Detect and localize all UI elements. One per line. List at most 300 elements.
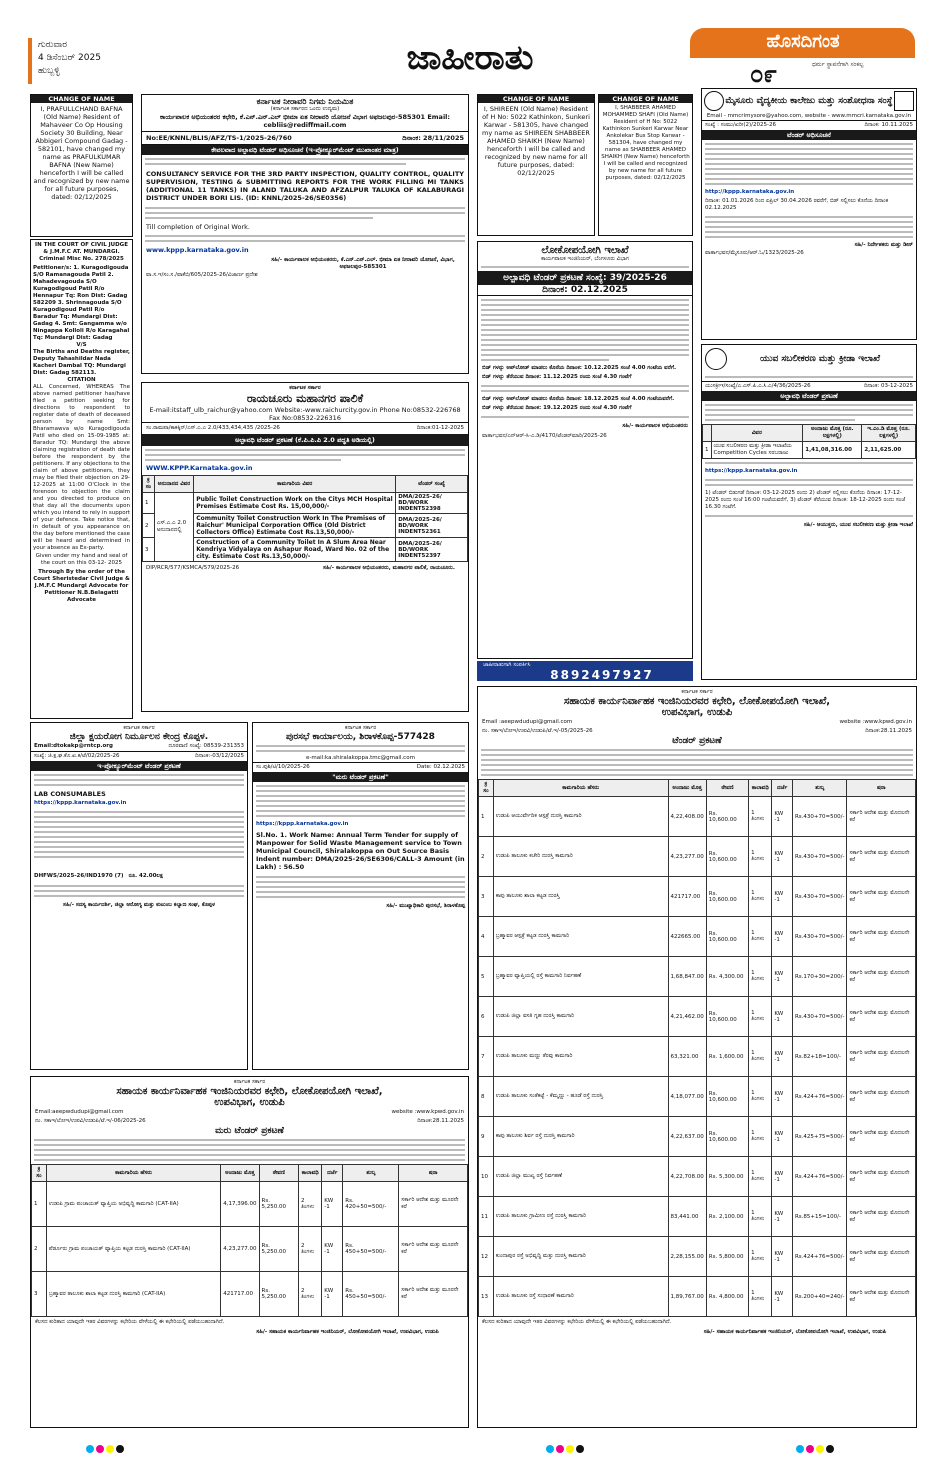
youth-date: ದಿನಾಂಕ: 03-12-2025	[863, 383, 913, 389]
cell-emd: Rs. 10,600.00	[706, 837, 748, 877]
cell-fee: Rs.82+18=100/-	[792, 1037, 846, 1077]
knnl-sign: ಸಹಿ/- ಕಾರ್ಯಪಾಲಕ ಅಭಿಯಂತರರು, ಕೆ.ಎನ್.ಎನ್.ಎಲ್. ಭೀಮಾ ಏತ ನೀರಾವರಿ ಯೋಜನೆ, ವಿಭಾಗ, ಅಫಜಲಪುರ-585301	[271, 257, 455, 270]
cell-cost: 2,28,155.00	[668, 1237, 706, 1277]
mysore-ref: ಸಂಖ್ಯೆ : ಸಂಮು/ಖರೀ(2)/2025-26	[705, 122, 776, 128]
cell-class: KW -1	[772, 837, 793, 877]
koppal-website[interactable]: https://kppp.karnataka.gov.in	[34, 800, 127, 806]
cell-fee: Rs.425+75=500/-	[792, 1117, 846, 1157]
cell-fee: Rs.424+76=500/-	[792, 1077, 846, 1117]
udupi-r-website: website :www.kpwd.gov.in	[839, 719, 912, 725]
raichur-website[interactable]: WWW.KPPP.Karnataka.gov.in	[146, 464, 253, 472]
masthead	[0, 0, 945, 92]
raichur-contact: E-mail:itstaff_ulb_raichur@yahoo.com Website:-www.raichurcity.gov.in Phone No:08532-226768 Fax No:08532-226316	[149, 406, 461, 422]
mysore-dip: ವಾರ್ತಾಭವನ/ಮೈಸೂರು/ಆರ್.ಓ/1323/2025-26	[705, 250, 804, 256]
knnl-dip: ವಾ.ಸ.ಇ/ಸಂ.ಸ./ವಾಕೆಬಿ/605/2025-26/ವಿಜಾರ್ಣ ಪ್ರದೇಶ	[146, 272, 258, 278]
cell-remark: ಸರ್ಕಾರಿ ಆದೇಶ ಮತ್ತು ಮೊದಲನೇ ಕರೆ	[847, 957, 916, 997]
cell-work: ಉಡುಪಿ ತಾಲೂಕು ಗ್ರಾಮೀಣ ರಸ್ತೆ ದುರಸ್ತಿ ಕಾಮಗಾರಿ	[493, 1197, 668, 1237]
cell-class: KW -1	[772, 1117, 793, 1157]
koppal-date: ದಿನಾಂಕ:-03/12/2025	[194, 753, 244, 759]
mysore-medical-tender-ad	[701, 88, 917, 340]
cell-class: KW -1	[322, 1272, 343, 1317]
cell-emd: Rs. 5,250.00	[259, 1182, 298, 1227]
table-row	[32, 1182, 468, 1227]
cell-time: 1 ತಿಂಗಳು	[749, 1237, 772, 1277]
udupi-r-gov: ಕರ್ನಾಟಕ ಸರ್ಕಾರ	[681, 689, 713, 695]
table-row	[703, 442, 916, 459]
cell-emd: Rs. 4,800.00	[706, 1277, 748, 1317]
koppal-gov: ಕರ್ನಾಟಕ ಸರ್ಕಾರ	[123, 725, 155, 731]
cell-sl: 13	[479, 1277, 494, 1317]
raichur-dip: DIP/RCR/577/KSMCA/579/2025-26	[146, 565, 240, 571]
shira-sign: ಸಹಿ/- ಮುಖ್ಯಾಧಿಕಾರಿ ಪುರಸಭೆ, ಶಿರಾಳಕೊಪ್ಪ	[386, 903, 465, 909]
table-row	[32, 1227, 468, 1272]
shira-org: ಪುರಸಭೆ ಕಾರ್ಯಾಲಯ, ಶಿರಾಳಕೊಪ್ಪ-577428	[286, 732, 435, 742]
cell-cost: 4,18,077.00	[668, 1077, 706, 1117]
cell-class: KW -1	[772, 1277, 793, 1317]
raichur-row-id: DMA/2025-26/ BD/WORK INDENT52361	[396, 514, 468, 538]
udupi-r-sign: ಸಹಿ/- ಸಹಾಯಕ ಕಾರ್ಯನಿರ್ವಾಹಕ ಇಂಜಿನಿಯರ್, ಲೋಕೋಪಯೋಗಿ ಇಲಾಖೆ, ಉಪವಿಭಾಗ, ಉಡುಪಿ	[703, 1329, 887, 1335]
cell-work: ಕುಂದಾಪುರ ರಸ್ತೆ ಅಭಿವೃದ್ಧಿ ಮತ್ತು ದುರಸ್ತಿ ಕಾಮಗಾರಿ	[493, 1237, 668, 1277]
udupi-l-col-time: ಕಾಲಾವಧಿ	[299, 1165, 322, 1182]
cell-remark: ಸರ್ಕಾರಿ ಆದೇಶ ಮತ್ತು ಮೊದಲನೇ ಕರೆ	[847, 1197, 916, 1237]
print-registration-marks	[795, 1438, 835, 1457]
cell-cost: 4,22,408.00	[668, 797, 706, 837]
raichur-title: ಅಲ್ಪಾವಧಿ ಟೆಂಡರ್ ಪ್ರಕಟಣೆ (ಕೆ.ಪಿ.ಪಿ.ಪಿ 2.0 ಪದ್ಧತಿ ಅಡಿಯಲ್ಲಿ)	[142, 434, 468, 446]
cell-emd: Rs. 10,600.00	[706, 877, 748, 917]
pwd-sign: ಸಹಿ/- ಕಾರ್ಯಪಾಲಕ ಅಭಿಯಂತರರು	[622, 423, 688, 429]
court-body: ALL Concerned, WHEREAS The above named petitioner has/have filed a petition seeking for directions to respondent to register date of death of deceased person by name Smt: Bharamawva w/o Kuragodigouda Patil who died on 15-09-1985 at: Baradur TQ: Mundargi the above claiming registration of death date before the respondent by the petitioners. If any objections to the claim of above petitioners, they may be filed their objection on 29-12-2025 at 11:00 O'Clock in the forenoon to objection the claim and you directed to produce on that day all the documents upon which you intend to rely in support of your defence. Take notice that, in default of you appearance on the day before mentioned the case will be heard and determined in your absence as Ex-party.	[33, 384, 130, 551]
court-respondent: The Births and Deaths register, Deputy Tahashildar Nada Kacheri Dambal TQ: Mundargi Dist: Gadag 582113.	[33, 349, 130, 376]
udupi-l-title2: ಉಪವಿಭಾಗ, ಉಡುಪಿ	[214, 1097, 285, 1108]
koppal-title: ಇ-ಪ್ರೋಕ್ಯೂರ್‌ಮೆಂಟ್ ಟೆಂಡರ್ ಪ್ರಕಟಣೆ	[31, 761, 247, 771]
cell-time: 1 ತಿಂಗಳು	[749, 1117, 772, 1157]
pwd-org: ಲೋಕೋಪಯೋಗಿ ಇಲಾಖೆ	[541, 245, 629, 256]
cell-remark: ಸರ್ಕಾರಿ ಆದೇಶ ಮತ್ತು ಮೊದಲನೇ ಕರೆ	[847, 1077, 916, 1117]
cell-work: ಉಡುಪಿ ತಾಲೂಕು ಕಚೇರಿ ದುರಸ್ತಿ ಕಾಮಗಾರಿ	[493, 837, 668, 877]
cell-remark: ಸರ್ಕಾರಿ ಆದೇಶ ಮತ್ತು ಮೊದಲನೇ ಕರೆ	[847, 1117, 916, 1157]
udupi-r-date: ದಿನಾಂಕ:28.11.2025	[865, 728, 912, 734]
cell-class: KW -1	[772, 1237, 793, 1277]
court-header: IN THE COURT OF CIVIL JUDGE & J.M.F.C AT. MUNDARGI. Criminal Misc No. 278/2025	[35, 242, 128, 262]
koppal-phone: ದೂರವಾಣಿ ಸಂಖ್ಯೆ: 08539-231353	[168, 743, 244, 749]
table-row	[479, 1037, 916, 1077]
cell-cost: 422665.00	[668, 917, 706, 957]
pwd-deadline-1: ಬಿಡ್ ಗಳನ್ನು ಅಪ್‌ಲೋಡ್ ಮಾಡಲು ಕೊನೆಯ ದಿನಾಂಕ: 10.12.2025 ಸಂಜೆ 4.00 ಗಂಟೆಯ ವರೆಗೆ.	[482, 365, 677, 371]
brand-logo	[690, 28, 915, 90]
udupi-l-gov: ಕರ್ನಾಟಕ ಸರ್ಕಾರ	[233, 1079, 266, 1085]
table-row	[479, 877, 916, 917]
change-of-name-body: I, PRAFULLCHAND BAFNA (Old Name) Resident of Mahaveer Co Op Housing Society 30 Building, Near Abbigeri Compound Gadag - 582101, have changed my name as PRAFULKUMAR BAFNA (New Name) henceforth I will be called and recognized by new name for all future purposes, dated: 02/12/2025	[33, 105, 130, 201]
cell-remark: ಸರ್ಕಾರಿ ಆದೇಶ ಮತ್ತು ಮೊದಲನೇ ಕರೆ	[847, 1157, 916, 1197]
table-row	[479, 997, 916, 1037]
shira-email: e-mail:ka.shiralakoppa.tmc@gmail.com	[306, 755, 415, 761]
cell-class: KW -1	[322, 1182, 343, 1227]
raichur-col-sl: ಕ್ರ ಸಂ	[143, 476, 155, 493]
cell-sl: 2	[32, 1227, 47, 1272]
udupi-r-col-sl: ಕ್ರ ಸಂ	[479, 780, 494, 797]
cell-fee: Rs.430+70=500/-	[792, 917, 846, 957]
youth-row-emd: 2,11,625.00	[862, 442, 916, 459]
udupi-r-title1: ಸಹಾಯಕ ಕಾರ್ಯನಿರ್ವಾಹಕ ಇಂಜಿನಿಯರವರ ಕಛೇರಿ, ಲೋಕೋಪಯೋಗಿ ಇಲಾಖೆ,	[563, 696, 831, 707]
cell-sl: 11	[479, 1197, 494, 1237]
cell-cost: 1,68,847.00	[668, 957, 706, 997]
cell-work: ಉಡುಪಿ ತಾಲೂಕು ಮಣ್ಣು ತೆರವು ಕಾಮಗಾರಿ	[493, 1037, 668, 1077]
cell-time: 2 ತಿಂಗಳು	[299, 1182, 322, 1227]
brand-tagline: ಧರ್ಮ ಸ್ಥಾಪನೆಗಾಗಿ ಸಂಕಲ್ಪ	[812, 61, 864, 68]
cell-sl: 7	[479, 1037, 494, 1077]
youth-col-emd: ಇ.ಎಂ.ಡಿ ಮೊತ್ತ (ರೂ. ಲಕ್ಷಗಳಲ್ಲಿ)	[862, 425, 916, 442]
cell-time: 1 ತಿಂಗಳು	[749, 1037, 772, 1077]
udupi-r-col-class: ದರ್ಜೆ	[772, 780, 793, 797]
cell-remark: ಸರ್ಕಾರಿ ಆದೇಶ ಮತ್ತು ಮೂರನೇ ಕರೆ	[399, 1227, 468, 1272]
udupi-r-notice: ಟೆಂಡರ್ ಪ್ರಕಟಣೆ	[672, 736, 722, 746]
pwd-date: ದಿನಾಂಕ: 02.12.2025	[478, 285, 692, 296]
masthead-city: ಹುಬ್ಬಳ್ಳಿ	[38, 66, 60, 76]
koppal-item: LAB CONSUMABLES	[34, 790, 106, 798]
cell-class: KW -1	[772, 1197, 793, 1237]
udupi-l-col-sl: ಕ್ರ ಸಂ	[32, 1165, 47, 1182]
cell-work: ಪೆರ್ಡೂರು ಗ್ರಾಮ ಪಂಚಾಯತ್ ವ್ಯಾಪ್ತಿಯ ಕಟ್ಟಡ ದುರಸ್ತಿ ಕಾಮಗಾರಿ (CAT-IIA)	[46, 1227, 220, 1272]
court-petitioners: Petitioner/s: 1. Kuragodigouda S/O Ramanagouda Patil 2. Mahadevagouda S/O Kuragodigoud Patil R/o Hennapur Tq: Ron Dist: Gadag 582209 3. Shrinnagouda S/O Kuragodigoud Patil R/o Baradur Tq: Mundargi Dist: Gadag 4. Smt: Gangamma w/o Ningappa Kolloli R/o Karagahal Tq: Mundargi Dist: Gadag	[33, 265, 130, 341]
cell-class: KW -1	[772, 877, 793, 917]
cell-remark: ಸರ್ಕಾರಿ ಆದೇಶ ಮತ್ತು ಮೊದಲನೇ ಕರೆ	[847, 837, 916, 877]
table-row	[479, 837, 916, 877]
table-row	[32, 1272, 468, 1317]
raichur-row-id: DMA/2025-26/ BD/WORK INDENT52397	[396, 538, 468, 562]
udupi-l-col-emd: ಠೇವಣಿ	[259, 1165, 298, 1182]
pwd-title: ಅಲ್ಪಾವಧಿ ಟೆಂಡರ್ ಪ್ರಕಟಣೆ ಸಂಖ್ಯೆ: 39/2025-26	[478, 271, 692, 285]
raichur-row-id: DMA/2025-26/ BD/WORK INDENT52398	[396, 493, 468, 514]
udupi-l-notice: ಮರು ಟೆಂಡರ್ ಪ್ರಕಟಣೆ	[215, 1126, 284, 1136]
cell-fee: Rs.430+70=500/-	[792, 877, 846, 917]
youth-dates: 1) ಟೆಂಡರ್ ಬಿಡುಗಡೆ ದಿನಾಂಕ: 03-12-2025 ರಂದು 2) ಟೆಂಡರ್ ಸಲ್ಲಿಸಲು ಕೊನೆಯ ದಿನಾಂಕ: 17-12-2025 ರಂದು ಸಂಜೆ 16:00 ಗಂಟೆಯವರೆಗೆ, 3) ಟೆಂಡರ್ ತೆರೆಯುವ ದಿನಾಂಕ: 18-12-2025 ರಂದು ಸಂಜೆ 16.30 ಗಂಟೆಗೆ.	[705, 490, 906, 510]
cell-fee: Rs.170+30=200/-	[792, 957, 846, 997]
pwd-deadline-2: ಬಿಡ್ ಗಳನ್ನು ಅಪ್‌ಲೋಡ್ ಮಾಡಲು ಕೊನೆಯ ದಿನಾಂಕ: 18.12.2025 ಸಂಜೆ 4.00 ಗಂಟೆಯವರೆಗೆ.	[482, 396, 675, 402]
court-notice-ad	[30, 239, 133, 719]
mysore-sign: ಸಹಿ/- ನಿರ್ದೇಶಕರು ಮತ್ತು ಡೀನ್	[854, 242, 913, 248]
cell-sl: 4	[479, 917, 494, 957]
cell-emd: Rs. 10,600.00	[706, 797, 748, 837]
cell-class: KW -1	[772, 1037, 793, 1077]
helpline-banner	[477, 661, 693, 681]
raichur-date: ದಿನಾಂಕ:01-12-2025	[416, 425, 464, 431]
cell-time: 1 ತಿಂಗಳು	[749, 1197, 772, 1237]
masthead-date-block	[28, 38, 138, 86]
cell-cost: 83,441.00	[668, 1197, 706, 1237]
cell-time: 1 ತಿಂಗಳು	[749, 797, 772, 837]
raichur-row-sl: 1	[143, 493, 155, 514]
youth-row-cost: 1,41,08,316.00	[803, 442, 862, 459]
cell-cost: 4,23,277.00	[221, 1227, 259, 1272]
pwd-open-2: ಬಿಡ್ ಗಳನ್ನು ತೆರೆಯುವ ದಿನಾಂಕ: 19.12.2025 ರಂದು ಸಂಜೆ 4.30 ಗಂಟೆಗೆ	[482, 405, 632, 411]
court-vs: V/S	[76, 342, 87, 348]
udupi-r-col-remark: ಷರಾ	[847, 780, 916, 797]
cell-work: ಉಡುಪಿ ಆಯುರ್ವೇದಿಕ ಆಸ್ಪತ್ರೆ ದುರಸ್ತಿ ಕಾಮಗಾರಿ	[493, 797, 668, 837]
cell-class: KW -1	[772, 1157, 793, 1197]
cell-time: 1 ತಿಂಗಳು	[749, 997, 772, 1037]
raichur-row-sl: 2	[143, 514, 155, 538]
knnl-website[interactable]: www.kppp.karnataka.gov.in	[146, 246, 249, 254]
cell-work: ಕಾಪು ತಾಲೂಕು ಶಿರ್ವ ರಸ್ತೆ ದುರಸ್ತಿ ಕಾಮಗಾರಿ	[493, 1117, 668, 1157]
udupi-tender-ad-right	[477, 686, 917, 1428]
table-row	[479, 1077, 916, 1117]
shira-date: Date: 02.12.2025	[416, 764, 465, 770]
cell-emd: Rs. 4,300.00	[706, 957, 748, 997]
udupi-r-footer: ಕೆಲಸದ ಕುರಿತಾದ ಯಾವುದೇ ಇತರ ವಿವರಗಳನ್ನು ಕಛೇರಿಯ ವೇಳೆಯಲ್ಲಿ ಈ ಕಛೇರಿಯಲ್ಲಿ ಪಡೆಯಬಹುದಾಗಿದೆ.	[482, 1319, 672, 1325]
knnl-time: Till completion of Original Work.	[146, 223, 250, 231]
youth-col-work: ವಿವರ	[711, 425, 803, 442]
raichur-tender-ad	[141, 382, 469, 712]
raichur-row-work: Public Toilet Construction Work on the Citys MCH Hospital Premises Estimate Cost Rs. 15,00,000/-	[194, 493, 396, 514]
youth-row-work: ಯುವ ಸಬಲೀಕರಣ ಮತ್ತು ಕ್ರೀಡಾ ಇಲಾಖೆಯ Competition Cycles ಸರಬರಾಜು	[711, 442, 803, 459]
raichur-row-sl: 3	[143, 538, 155, 562]
cell-fee: Rs.430+70=500/-	[792, 837, 846, 877]
udupi-l-email: Email:aeepwdudupi@gmail.com	[35, 1109, 124, 1115]
raichur-col-scheme: ಅನುದಾನದ ವಿವರ	[154, 476, 193, 493]
table-row	[479, 1277, 916, 1317]
udupi-l-col-class: ದರ್ಜೆ	[322, 1165, 343, 1182]
youth-sports-tender-ad	[701, 344, 917, 680]
cell-emd: Rs. 5,800.00	[706, 1237, 748, 1277]
pwd-open-1: ಬಿಡ್ ಗಳನ್ನು ತೆರೆಯುವ ದಿನಾಂಕ: 11.12.2025 ರಂದು ಸಂಜೆ 4.30 ಗಂಟೆಗೆ	[482, 374, 632, 380]
udupi-l-website: website :www.kpwd.gov.in	[391, 1109, 464, 1115]
cell-emd: Rs. 2,100.00	[706, 1197, 748, 1237]
cell-work: ಕಾಪು ತಾಲೂಕು ಶಾಲಾ ಕಟ್ಟಡ ದುರಸ್ತಿ	[493, 877, 668, 917]
cell-remark: ಸರ್ಕಾರಿ ಆದೇಶ ಮತ್ತು ಮೊದಲನೇ ಕರೆ	[847, 1277, 916, 1317]
change-of-name-ad-1	[30, 94, 133, 237]
koppal-id: DHFWS/2025-26/IND1970 (7)	[34, 873, 124, 879]
cell-sl: 6	[479, 997, 494, 1037]
cell-remark: ಸರ್ಕಾರಿ ಆದೇಶ ಮತ್ತು ಮೊದಲನೇ ಕರೆ	[847, 917, 916, 957]
raichur-col-work: ಕಾಮಗಾರಿಯ ವಿವರ	[194, 476, 396, 493]
mysore-dates: ದಿನಾಂಕ: 01.01.2026 ರಿಂದ ಏಪ್ರಿಲ್ 30.04.2026 ರವರೆಗೆ, ಬಿಡ್ ಸಲ್ಲಿಸಲು ಕೊನೆಯ ದಿನಾಂಕ 02.12.2025	[705, 198, 889, 211]
udupi-l-date: ದಿನಾಂಕ:28.11.2025	[417, 1118, 464, 1124]
koppal-health-tender-ad	[30, 722, 248, 1070]
cell-remark: ಸರ್ಕಾರಿ ಆದೇಶ ಮತ್ತು ಮೊದಲನೇ ಕರೆ	[847, 1037, 916, 1077]
helpline-label: ಜಾಹೀರಾತುಗಾಗಿ ಸಂಪರ್ಕಿಸಿ	[483, 662, 531, 668]
cell-fee: Rs.424+76=500/-	[792, 1157, 846, 1197]
cell-emd: Rs. 1,600.00	[706, 1037, 748, 1077]
table-row	[479, 1197, 916, 1237]
mysore-website[interactable]: http://kppp.karnataka.gov.in	[705, 189, 795, 195]
udupi-l-col-work: ಕಾಮಗಾರಿಯ ಹೆಸರು	[46, 1165, 220, 1182]
masthead-day: ಗುರುವಾರ	[38, 40, 68, 50]
cell-sl: 2	[479, 837, 494, 877]
cell-cost: 4,23,277.00	[668, 837, 706, 877]
emblem-icon	[704, 91, 724, 111]
college-logo-icon	[894, 91, 914, 111]
knnl-org: ಕರ್ನಾಟಕ ನೀರಾವರಿ ನಿಗಮ ನಿಯಮಿತ	[256, 97, 354, 106]
cell-work: ಉಡುಪಿ ತಾಲೂಕು ರಸ್ತೆ ಸುಧಾರಣೆ ಕಾಮಗಾರಿ	[493, 1277, 668, 1317]
youth-row-sl: 1	[703, 442, 712, 459]
mysore-title: ಟೆಂಡರ್ ಅಧಿಸೂಚನೆ	[702, 130, 916, 140]
table-row	[143, 493, 468, 514]
cell-sl: 3	[479, 877, 494, 917]
pwd-office: ಕಾರ್ಯಪಾಲಕ ಇಂಜಿನಿಯರ್, ಬೆಂಗಳೂರು ವಿಭಾಗ	[541, 256, 629, 262]
cell-time: 1 ತಿಂಗಳು	[749, 837, 772, 877]
raichur-col-id: ಟೆಂಡರ್ ಸಂಖ್ಯೆ	[396, 476, 468, 493]
knnl-work: CONSULTANCY SERVICE FOR THE 3RD PARTY INSPECTION, QUALITY CONTROL, QUALITY SUPERVISION, TESTING & SUBMITTING REPORTS FOR THE WORK FILLING MI TANKS (ADDITIONAL 11 TANKS) IN ALAND TALUKA AND AFZALPUR TALUKA OF KALABURAGI DISTRICT UNDER BORI LIS. (ID: KNNL/2025-26/SE0356)	[146, 170, 464, 202]
raichur-row-scheme: ಎಸ್.ಎ.ಎ 2.0 ಅನುದಾನದಲ್ಲಿ	[154, 493, 193, 562]
cell-cost: 1,89,767.00	[668, 1277, 706, 1317]
raichur-row-work: Community Toilet Construction Work In The Premises of Raichur' Municipal Corporation Office (Old District Collectors Office) Estimate Cost Rs.13,50,000/-	[194, 514, 396, 538]
cell-fee: Rs. 450+50=500/-	[343, 1272, 399, 1317]
cell-fee: Rs.200+40=240/-	[792, 1277, 846, 1317]
cell-work: ಉಡುಪಿ ತಾಲೂಕು ಸಂತೆಕಟ್ಟೆ - ಕೆಮ್ಮಣ್ಣು - ಹೂಡೆ ರಸ್ತೆ ದುರಸ್ತಿ	[493, 1077, 668, 1117]
cell-fee: Rs.430+70=500/-	[792, 997, 846, 1037]
shira-website[interactable]: https://kppp.karnataka.gov.in	[256, 821, 349, 827]
cell-emd: Rs. 10,600.00	[706, 997, 748, 1037]
cell-cost: 63,321.00	[668, 1037, 706, 1077]
page-number: ೦೯	[750, 60, 777, 88]
cell-remark: ಸರ್ಕಾರಿ ಆದೇಶ ಮತ್ತು ಮೊದಲನೇ ಕರೆ	[847, 997, 916, 1037]
cell-fee: Rs. 420+50=500/-	[343, 1182, 399, 1227]
cell-fee: Rs.85+15=100/-	[792, 1197, 846, 1237]
cell-cost: 4,17,396.00	[221, 1182, 259, 1227]
cell-emd: Rs. 10,600.00	[706, 1077, 748, 1117]
change-of-name-body: I, SHIREEN (Old Name) Resident of H No: 5022 Kathinkon, Sunkeri Karwar - 581305, have changed my name as SHIREEN SHABBEER AHAMED SHAIKH (New Name) henceforth I will be called and recognized by new name for all future purposes, dated: 02/12/2025	[482, 105, 590, 177]
table-row	[479, 957, 916, 997]
table-row	[479, 1157, 916, 1197]
udupi-r-table	[478, 779, 916, 1317]
cell-cost: 421717.00	[668, 877, 706, 917]
cell-class: KW -1	[772, 997, 793, 1037]
udupi-r-col-time: ಕಾಲಾವಧಿ	[749, 780, 772, 797]
emblem-icon	[705, 348, 727, 370]
knnl-title: ಕೇವಲವಾದ ಅಲ್ಪಾವಧಿ ಟೆಂಡರ್ ಅಧಿಸೂಚನೆ (ಇ-ಪ್ರೋಕ್ಯೂರ್‌ಮೆಂಟ್ ಮುಖಾಂತರ ಮಾತ್ರ)	[142, 145, 468, 155]
cell-work: ಉಡುಪಿ ಜಿಲ್ಲಾ ಮುಖ್ಯ ರಸ್ತೆ ನಿರ್ವಹಣೆ	[493, 1157, 668, 1197]
youth-ref: ಯುಸಕ್ರೀಇ/ಸಂಖ್ಯೆ/ಎ.ಎಸ್.ಪಿ.ಎ.ಸಿ.ಎ/4/36/2025-26	[705, 383, 811, 389]
cell-sl: 12	[479, 1237, 494, 1277]
change-of-name-body: I, SHABBEER AHAMED MOHAMMED SHAFI (Old Name) Resident of H No: 5022 Kathinkon Sunkeri Karwar Near Ankolekar Bus Stop Karwar - 581304, have changed my name as SHABBEER AHAMED SHAIKH (New Name) henceforth I will be called and recognized by new name for all future purposes, dated: 02/12/2025	[601, 105, 690, 181]
udupi-r-ref: ನಂ. ಸಕಾಇ/ಲೋಇ/ಉಪವಿ/ಉಡುಪಿ/ಟೆ.ಇ/-05/2025-26	[482, 728, 593, 734]
udupi-r-col-emd: ಠೇವಣಿ	[706, 780, 748, 797]
cell-time: 1 ತಿಂಗಳು	[749, 917, 772, 957]
udupi-r-col-work: ಕಾಮಗಾರಿಯ ಹೆಸರು	[493, 780, 668, 797]
cell-emd: Rs. 5,250.00	[259, 1227, 298, 1272]
cell-class: KW -1	[322, 1227, 343, 1272]
cell-time: 1 ತಿಂಗಳು	[749, 1077, 772, 1117]
print-registration-marks	[85, 1438, 125, 1457]
cell-emd: Rs. 10,600.00	[706, 917, 748, 957]
cell-time: 2 ತಿಂಗಳು	[299, 1227, 322, 1272]
helpline-number: 8892497927	[550, 668, 654, 682]
cell-time: 1 ತಿಂಗಳು	[749, 957, 772, 997]
cell-remark: ಸರ್ಕಾರಿ ಆದೇಶ ಮತ್ತು ಮೊದಲನೇ ಕರೆ	[847, 797, 916, 837]
masthead-date: 4 ಡಿಸೆಂಬರ್ 2025	[38, 53, 101, 63]
table-row	[479, 917, 916, 957]
koppal-emd: ರೂ. 42.00ಲಕ್ಷ	[128, 873, 163, 879]
cell-class: KW -1	[772, 957, 793, 997]
knnl-date: ದಿನಾಂಕ: 28/11/2025	[402, 134, 464, 142]
cell-work: ಉಡುಪಿ ಜಿಲ್ಲಾ ವಸತಿ ಗೃಹ ದುರಸ್ತಿ ಕಾಮಗಾರಿ	[493, 997, 668, 1037]
cell-class: KW -1	[772, 917, 793, 957]
udupi-l-col-cost: ಅಂದಾಜು ಮೊತ್ತ	[221, 1165, 259, 1182]
change-of-name-header: CHANGE OF NAME	[599, 95, 692, 103]
shira-ref: ಸಂ.ಪುಶಿ/ಟಿ/10/2025-26	[256, 764, 310, 770]
cell-emd: Rs. 10,600.00	[706, 1117, 748, 1157]
change-of-name-header: CHANGE OF NAME	[478, 95, 594, 103]
cell-emd: Rs. 5,300.00	[706, 1157, 748, 1197]
cell-cost: 421717.00	[221, 1272, 259, 1317]
change-of-name-ad-2	[477, 94, 595, 236]
cell-cost: 4,22,637.00	[668, 1117, 706, 1157]
knnl-sub: (ಕರ್ನಾಟಕ ಸರ್ಕಾರದ ಒಂದು ಉದ್ಯಮ)	[270, 106, 340, 112]
cell-time: 2 ತಿಂಗಳು	[299, 1272, 322, 1317]
udupi-tender-ad-left	[30, 1076, 469, 1428]
mysore-org: ಮೈಸೂರು ವೈದ್ಯಕೀಯ ಕಾಲೇಜು ಮತ್ತು ಸಂಶೋಧನಾ ಸಂಸ್ಥೆ	[725, 96, 893, 106]
court-citation: CITATION	[67, 377, 96, 383]
cell-fee: Rs. 450+50=500/-	[343, 1227, 399, 1272]
raichur-table	[142, 475, 468, 562]
raichur-org: ರಾಯಚೂರು ಮಹಾನಗರ ಪಾಲಿಕೆ	[246, 392, 364, 405]
cell-sl: 9	[479, 1117, 494, 1157]
shira-work: Sl.No. 1. Work Name: Annual Term Tender for supply of Manpower for Solid Waste Management service to Town Municipal Council, Shiralakoppa on Out Source Basis Indent number: DMA/2025-26/SE6306/CALL-3 Amount (in Lakh) : 56.50	[256, 831, 465, 871]
udupi-l-title1: ಸಹಾಯಕ ಕಾರ್ಯನಿರ್ವಾಹಕ ಇಂಜಿನಿಯರವರ ಕಛೇರಿ, ಲೋಕೋಪಯೋಗಿ ಇಲಾಖೆ,	[116, 1086, 383, 1097]
cell-time: 1 ತಿಂಗಳು	[749, 1277, 772, 1317]
udupi-l-table	[31, 1164, 468, 1317]
section-title: ಜಾಹೀರಾತು	[406, 38, 534, 78]
koppal-ref: ಸಂಖ್ಯೆ: ಜಿ.ಕ್ಷ.ಘ.ಕೊ.ಖ.ಕ/ಟೆ/02/2025-26	[34, 753, 120, 759]
koppal-org: ಜಿಲ್ಲಾ ಕ್ಷಯರೋಗ ನಿರ್ಮೂಲನ ಕೇಂದ್ರ ಕೊಪ್ಪಳ.	[69, 732, 209, 742]
udupi-r-email: Email :aeepwdudupi@gmail.com	[482, 719, 573, 725]
cell-work: ಬ್ರಹ್ಮಾವರ ವ್ಯಾಪ್ತಿಯಲ್ಲಿ ರಸ್ತೆ ಕಾಮಗಾರಿ ನಿರ್ವಹಣೆ	[493, 957, 668, 997]
youth-org: ಯುವ ಸಬಲೀಕರಣ ಮತ್ತು ಕ್ರೀಡಾ ಇಲಾಖೆ	[759, 354, 881, 364]
udupi-l-col-fee: ಶುಲ್ಕ	[343, 1165, 399, 1182]
brand-name: ಹೊಸದಿಗಂತ	[766, 31, 840, 52]
cell-class: KW -1	[772, 797, 793, 837]
cell-time: 1 ತಿಂಗಳು	[749, 1157, 772, 1197]
change-of-name-header: CHANGE OF NAME	[31, 95, 132, 103]
cell-fee: Rs.424+76=500/-	[792, 1237, 846, 1277]
knnl-tender-ad	[141, 94, 469, 374]
cell-sl: 10	[479, 1157, 494, 1197]
pwd-dip: ವಾರ್ತಾಭವನ/ಎನ್‌ಆರ್-ಸಿ-ಎ.ಡಿ/4170/ಟೆಂಡರ್‌ಮಾರಿ/2025-26	[482, 433, 607, 439]
cell-cost: 4,22,708.00	[668, 1157, 706, 1197]
table-row	[479, 1237, 916, 1277]
cell-time: 1 ತಿಂಗಳು	[749, 877, 772, 917]
table-row	[479, 797, 916, 837]
cell-remark: ಸರ್ಕಾರಿ ಆದೇಶ ಮತ್ತು ಮೂರನೇ ಕರೆ	[399, 1182, 468, 1227]
cell-fee: Rs.430+70=500/-	[792, 797, 846, 837]
raichur-gov: ಕರ್ನಾಟಕ ಸರ್ಕಾರ	[289, 385, 321, 391]
pwd-bangalore-tender-ad	[477, 241, 693, 659]
cell-work: ಬ್ರಹ್ಮಾವರ ಆಸ್ಪತ್ರೆ ಕಟ್ಟಡ ದುರಸ್ತಿ ಕಾಮಗಾರಿ	[493, 917, 668, 957]
youth-table	[702, 424, 916, 459]
youth-website[interactable]: https://kppp.karnataka.gov.in	[705, 468, 798, 474]
cell-work: ಉಡುಪಿ ಗ್ರಾಮ ಪಂಚಾಯತ್ ವ್ಯಾಪ್ತಿಯ ಅಭಿವೃದ್ಧಿ ಕಾಮಗಾರಿ (CAT-IIA)	[46, 1182, 220, 1227]
mysore-date: ದಿನಾಂಕ: 10.11.2025	[864, 122, 913, 128]
udupi-r-title2: ಉಪವಿಭಾಗ, ಉಡುಪಿ	[661, 707, 733, 718]
udupi-r-col-fee: ಶುಲ್ಕ	[792, 780, 846, 797]
cell-work: ಬ್ರಹ್ಮಾವರ ತಾಲೂಕು ಶಾಲಾ ಕಟ್ಟಡ ದುರಸ್ತಿ ಕಾಮಗಾರಿ (CAT-IIA)	[46, 1272, 220, 1317]
koppal-email: Email:dtokakp@rntcp.org	[34, 743, 113, 749]
udupi-l-footer: ಕೆಲಸದ ಕುರಿತಾದ ಯಾವುದೇ ಇತರ ವಿವರಗಳನ್ನು ಕಛೇರಿಯ ವೇಳೆಯಲ್ಲಿ ಈ ಕಛೇರಿಯಲ್ಲಿ ಪಡೆಯಬಹುದಾಗಿದೆ.	[35, 1319, 225, 1325]
cell-sl: 5	[479, 957, 494, 997]
cell-class: KW -1	[772, 1077, 793, 1117]
cell-sl: 3	[32, 1272, 47, 1317]
knnl-office: ಕಾರ್ಯಪಾಲಕ ಅಭಿಯಂತರರ ಕಛೇರಿ, ಕೆ.ಎನ್.ಎನ್.ಎಲ್ ಭೀಮಾ ಏತ ನೀರಾವರಿ ಯೋಜನೆ ವಿಭಾಗ ಅಫಜಲಪುರ-585301 Email: cebliis@rediffmail.com	[159, 113, 450, 129]
mysore-contact: Email - mmcrimysore@yahoo.com, website - www.mmcri.karnataka.gov.in	[706, 113, 912, 119]
cell-cost: 4,21,462.00	[668, 997, 706, 1037]
table-row	[479, 1117, 916, 1157]
cell-sl: 1	[32, 1182, 47, 1227]
cell-remark: ಸರ್ಕಾರಿ ಆದೇಶ ಮತ್ತು ಮೂರನೇ ಕರೆ	[399, 1272, 468, 1317]
youth-col-cost: ಅಂದಾಜು ಮೊತ್ತ (ರೂ. ಲಕ್ಷಗಳಲ್ಲಿ)	[803, 425, 862, 442]
youth-sign: ಸಹಿ/- ಆಯುಕ್ತರು, ಯುವ ಸಬಲೀಕರಣ ಮತ್ತು ಕ್ರೀಡಾ ಇಲಾಖೆ	[803, 522, 913, 528]
shira-title: "ಮರು ಟೆಂಡರ್ ಪ್ರಕಟಣೆ"	[253, 772, 468, 782]
raichur-sign: ಸಹಿ/- ಕಾರ್ಯಪಾಲಕ ಅಭಿಯಂತರರು, ಮಹಾನಗರ ಪಾಲಿಕೆ, ರಾಯಚೂರು.	[323, 565, 455, 571]
